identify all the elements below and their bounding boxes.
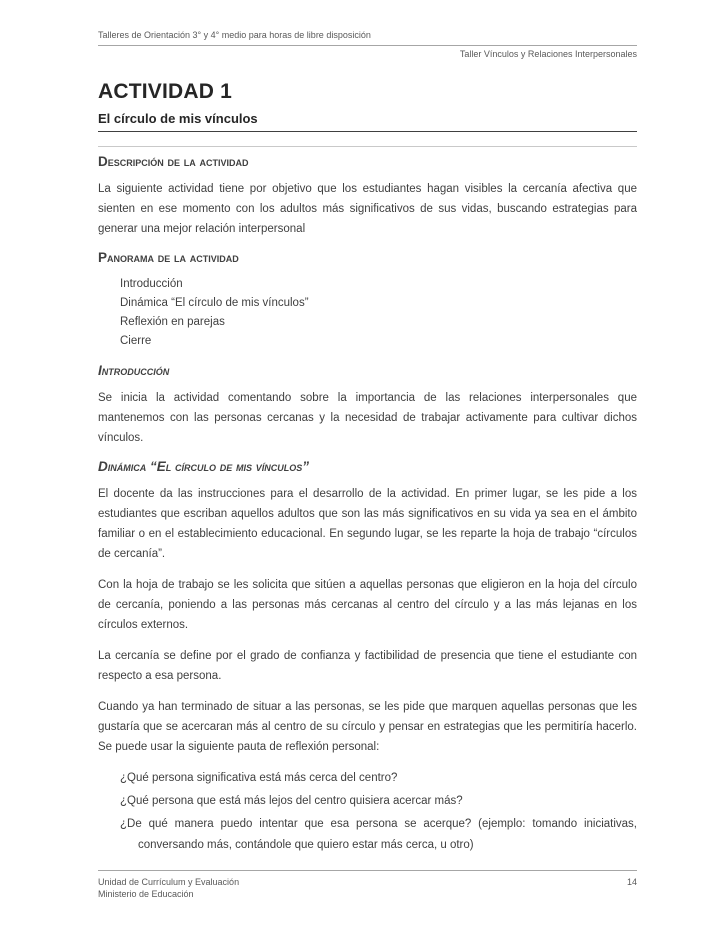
paragraph-dinamica-2: Con la hoja de trabajo se les solicita que sitúen a aquellas personas que eligieron en la hoja del círculo de cercanía, poniendo a las personas más cercanas al centro del círculo y a las más lejanas en los círculos externos. [98, 579, 637, 631]
paragraph-dinamica-4: Cuando ya han terminado de situar a las personas, se les pide que marquen aquellas personas que les gustaría que se acercaran más al centro de su círculo y pensar en estrategias que les permitiría hacerlo. Se puede usar la siguiente pauta de reflexión personal: [98, 701, 637, 753]
list-item: Introducción [120, 278, 183, 290]
paragraph-dinamica-3: La cercanía se define por el grado de confianza y factibilidad de presencia que tiene el estudiante con respecto a esa persona. [98, 650, 637, 682]
list-item: Dinámica “El círculo de mis vínculos” [120, 297, 309, 309]
list-item: ¿De qué manera puedo intentar que esa persona se acerque? (ejemplo: tomando iniciativas, conversando más, contándole que quiero estar más cerca, u otro) [120, 818, 637, 851]
paragraph-dinamica-1: El docente da las instrucciones para el desarrollo de la actividad. En primer lugar, se les pide a los estudiantes que escriban aquellos adultos que son las más significativos en su vida ya sea en el ámbito familiar o en el establecimiento educacional. En segundo lugar, se les reparte la hoja de trabajo “círculos de cercanía”. [98, 488, 637, 560]
section-heading-dinamica: Dinámica “El círculo de mis vínculos” [98, 459, 310, 474]
page-footer [98, 870, 637, 900]
header-right-text: Taller Vínculos y Relaciones Interpersonales [459, 49, 637, 59]
section-heading-panorama: Panorama de la actividad [98, 250, 239, 265]
footer-org-line2: Ministerio de Educación [98, 889, 194, 899]
page-subtitle: El círculo de mis vínculos [98, 111, 637, 132]
list-item: Reflexión en parejas [120, 316, 225, 328]
list-item: ¿Qué persona que está más lejos del centro quisiera acercar más? [120, 795, 463, 807]
page-title: ACTIVIDAD 1 [98, 80, 233, 103]
header-left-text: Talleres de Orientación 3° y 4° medio para horas de libre disposición [98, 30, 637, 46]
panorama-list [98, 275, 637, 351]
page-number: 14 [626, 877, 637, 887]
paragraph-descripcion: La siguiente actividad tiene por objetivo que los estudiantes hagan visibles la cercanía afectiva que sienten en ese momento con los adultos más significativos de sus vidas, buscando estrategias para generar una mejor relación interpersonal [98, 183, 637, 235]
list-item: Cierre [120, 335, 152, 347]
document-content [98, 80, 637, 858]
reflection-question-list [98, 768, 637, 856]
page-header [98, 30, 637, 59]
footer-organization [98, 876, 239, 900]
list-item: ¿Qué persona significativa está más cerca del centro? [120, 772, 398, 784]
section-heading-introduccion: Introducción [98, 363, 170, 378]
paragraph-introduccion: Se inicia la actividad comentando sobre la importancia de las relaciones interpersonales que mantenemos con las personas cercanas y la necesidad de trabajar activamente para cultivar dichos vínculos. [98, 392, 637, 444]
footer-org-line1: Unidad de Currículum y Evaluación [98, 877, 240, 887]
section-heading-descripcion: Descripción de la actividad [98, 146, 637, 169]
